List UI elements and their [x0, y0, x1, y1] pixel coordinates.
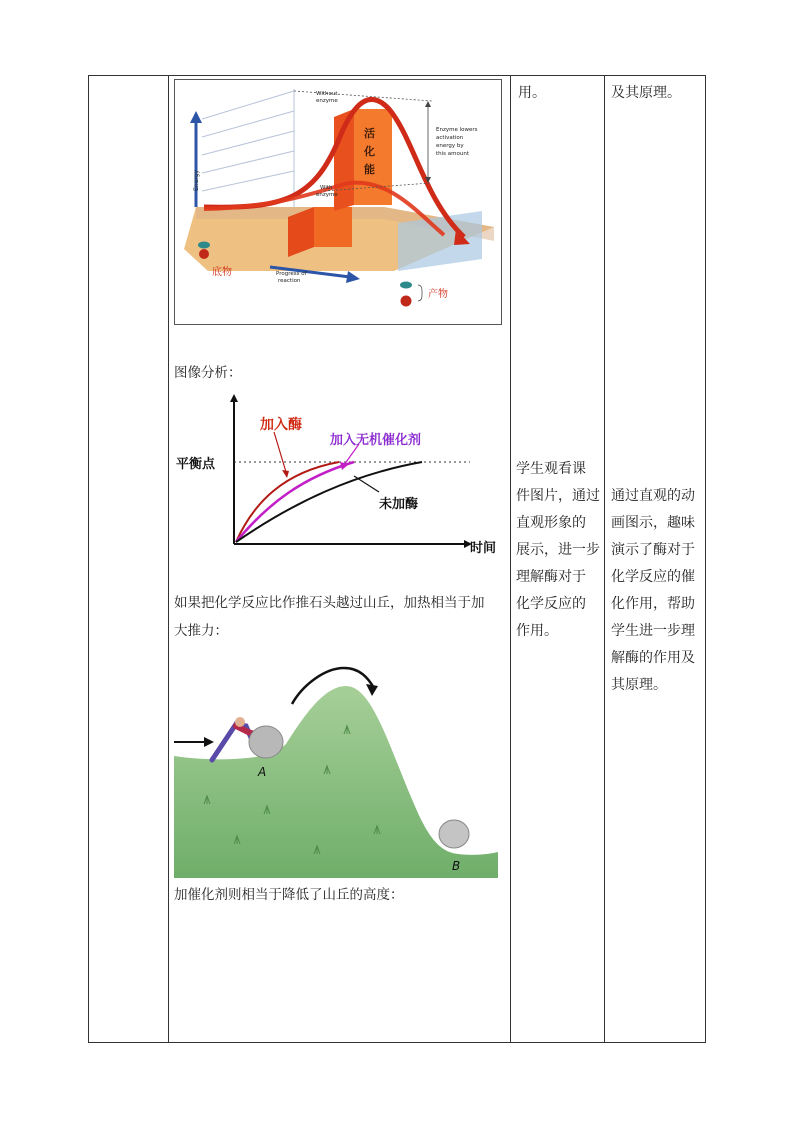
- trajectory-arrowhead: [366, 684, 378, 696]
- activation-char: 能: [364, 163, 375, 176]
- col4-line: 化学反应的催: [611, 569, 695, 585]
- product-molecule-icon: [401, 296, 412, 307]
- enzyme-lowers-note: activation: [436, 135, 464, 141]
- substrate-label: 底物: [212, 267, 232, 278]
- activation-char: 化: [364, 145, 375, 158]
- equilibrium-label: 平衡点: [176, 457, 216, 472]
- analysis-caption: 图像分析：: [174, 365, 242, 381]
- col4-line: 解酶的作用及: [611, 650, 695, 666]
- product-molecule-icon: [400, 282, 412, 289]
- person-torso: [236, 726, 254, 734]
- chart-background: [174, 392, 502, 558]
- boulder-a: [249, 726, 283, 758]
- col4-line: 化作用，帮助: [611, 596, 695, 612]
- col3-line: 直观形象的: [516, 515, 586, 531]
- activation-energy-figure: [174, 79, 502, 325]
- column-divider: [604, 76, 605, 1042]
- col4-line: 学生进一步理: [611, 623, 695, 639]
- col4-text-block: [611, 483, 705, 699]
- inorganic-label: 加入无机催化剂: [330, 433, 422, 448]
- paragraph-line: 如果把化学反应比作推石头越过山丘，加热相当于加: [174, 595, 485, 611]
- hill: [174, 686, 498, 878]
- y-axis-label: Energy: [193, 169, 200, 191]
- with-enzyme-bar-face: [314, 207, 352, 247]
- enzyme-lowers-note: Enzyme lowers: [436, 127, 478, 133]
- col4-top-text: 及其原理。: [611, 85, 681, 101]
- boulder-hill-figure: [174, 664, 498, 878]
- x-axis-label: Progress of: [276, 271, 307, 277]
- product-label: 产物: [428, 289, 448, 300]
- without-enzyme-label: enzyme: [316, 98, 338, 104]
- substrate-molecule-icon: [199, 249, 209, 259]
- reaction-curve-chart: [174, 392, 502, 558]
- col3-line: 展示，进一步: [516, 542, 600, 558]
- col3-line: 件图片，通过: [516, 488, 600, 504]
- without-enzyme-label: Without: [316, 91, 338, 97]
- enzyme-lowers-note: energy by: [436, 143, 464, 149]
- push-arrowhead: [204, 737, 214, 747]
- point-a-label: A: [258, 765, 267, 779]
- activation-char: 活: [364, 127, 375, 140]
- col3-line: 学生观看课: [516, 461, 586, 477]
- no-enzyme-label: 未加酶: [379, 497, 419, 512]
- col3-text-block: [516, 456, 602, 645]
- col3-line: 理解酶对于: [516, 569, 586, 585]
- col3-top-text: 用。: [518, 85, 546, 101]
- person-head: [235, 717, 245, 727]
- col3-line: 作用。: [516, 623, 558, 639]
- x-axis-label: reaction: [278, 278, 301, 284]
- with-enzyme-label: With: [320, 185, 333, 191]
- boulder-b: [439, 820, 469, 848]
- enzyme-lowers-note: this amount: [436, 151, 470, 157]
- col4-line: 画图示，趣味: [611, 515, 695, 531]
- enzyme-label: 加入酶: [260, 417, 302, 433]
- col4-line: 演示了酶对于: [611, 542, 695, 558]
- col4-line: 其原理。: [611, 677, 667, 693]
- col3-line: 化学反应的: [516, 596, 586, 612]
- col4-line: 通过直观的动: [611, 488, 695, 504]
- column-divider: [168, 76, 169, 1042]
- paragraph-line: 加催化剂则相当于降低了山丘的高度：: [174, 887, 404, 903]
- time-label: 时间: [470, 541, 497, 556]
- paragraph-line: 大推力：: [174, 623, 228, 639]
- column-divider: [510, 76, 511, 1042]
- with-enzyme-label: enzyme: [316, 192, 338, 198]
- substrate-molecule-icon: [198, 242, 210, 249]
- point-b-label: B: [452, 859, 461, 873]
